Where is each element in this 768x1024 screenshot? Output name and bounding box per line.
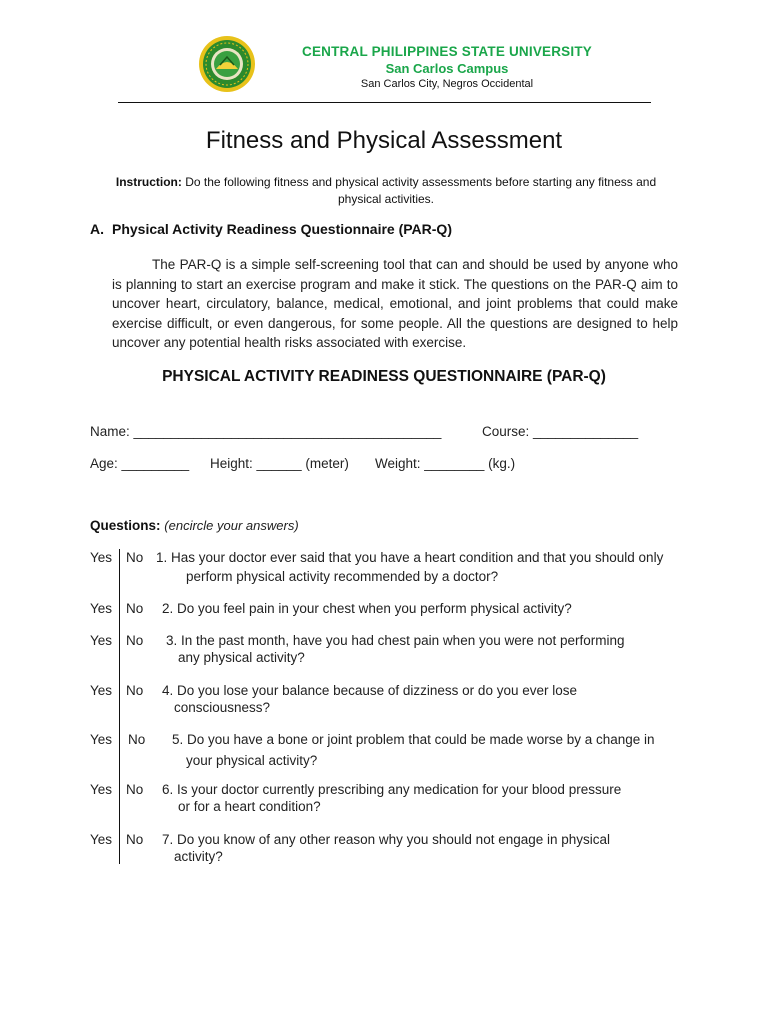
- instruction-text: [96, 174, 676, 208]
- university-name: CENTRAL PHILIPPINES STATE UNIVERSITY: [302, 44, 592, 59]
- questions-heading: [90, 518, 299, 533]
- answer-no[interactable]: No: [126, 782, 144, 797]
- question-text-continued: or for a heart condition?: [178, 799, 321, 814]
- answer-yes[interactable]: Yes: [90, 550, 113, 565]
- intro-paragraph-text: The PAR-Q is a simple self-screening tool that can and should be used by anyone who is planning to start an exercise program and make it stick. The questions on the PAR-Q aim to uncover heart, circulatory, balance, medical, emotional, and joint problems that could make exercise difficult, or even dangerous, for some people. All the questions are designed to help uncover any potential health risks associated with exercise.: [112, 257, 678, 350]
- university-seal-icon: [198, 35, 256, 93]
- instruction-body: Do the following fitness and physical activity assessments before starting any fitness and physical activities.: [181, 175, 657, 206]
- page-title: Fitness and Physical Assessment: [205, 127, 563, 154]
- name-field[interactable]: Name: _________________________________________: [90, 424, 442, 439]
- weight-field[interactable]: Weight: ________ (kg.): [375, 456, 516, 471]
- questions-label: Questions:: [90, 518, 161, 533]
- question-text-continued: perform physical activity recommended by a doctor?: [186, 569, 499, 584]
- answer-no[interactable]: No: [126, 633, 144, 648]
- question-text: 7. Do you know of any other reason why you should not engage in physical: [162, 832, 611, 847]
- course-field[interactable]: Course: ______________: [482, 424, 639, 439]
- answer-yes[interactable]: Yes: [90, 601, 113, 616]
- answer-yes[interactable]: Yes: [90, 732, 113, 747]
- section-a-heading: [90, 221, 452, 237]
- answer-yes[interactable]: Yes: [90, 782, 113, 797]
- answer-no[interactable]: No: [128, 732, 146, 747]
- answer-no[interactable]: No: [126, 683, 144, 698]
- answer-no[interactable]: No: [126, 832, 144, 847]
- campus-city: San Carlos City, Negros Occidental: [360, 78, 534, 90]
- section-letter: A.: [90, 221, 104, 237]
- campus-name: San Carlos Campus: [385, 61, 509, 76]
- parq-title: PHYSICAL ACTIVITY READINESS QUESTIONNAIRE (PAR-Q): [162, 368, 606, 385]
- question-text-continued: activity?: [174, 849, 223, 864]
- intro-paragraph: [112, 255, 678, 353]
- question-text: 5. Do you have a bone or joint problem that could be made worse by a change in: [172, 732, 655, 747]
- question-text: 2. Do you feel pain in your chest when you perform physical activity?: [162, 601, 572, 616]
- answer-yes[interactable]: Yes: [90, 683, 113, 698]
- answer-yes[interactable]: Yes: [90, 633, 113, 648]
- question-text-continued: any physical activity?: [178, 650, 305, 665]
- question-text-continued: consciousness?: [174, 700, 271, 715]
- header-divider: [118, 102, 651, 103]
- questions-note: (encircle your answers): [164, 518, 299, 533]
- answer-no[interactable]: No: [126, 550, 144, 565]
- question-text: 4. Do you lose your balance because of dizziness or do you ever lose: [162, 683, 577, 698]
- question-text-continued: your physical activity?: [186, 753, 318, 768]
- section-heading-text: Physical Activity Readiness Questionnaire (PAR-Q): [112, 221, 452, 237]
- question-text: 6. Is your doctor currently prescribing any medication for your blood pressure: [162, 782, 622, 797]
- yes-no-divider: [119, 549, 120, 864]
- age-field[interactable]: Age: _________: [90, 456, 190, 471]
- height-field[interactable]: Height: ______ (meter): [210, 456, 349, 471]
- question-text: 1. Has your doctor ever said that you have a heart condition and that you should only: [156, 550, 664, 565]
- answer-no[interactable]: No: [126, 601, 144, 616]
- question-text: 3. In the past month, have you had chest pain when you were not performing: [166, 633, 625, 648]
- instruction-label: Instruction:: [115, 175, 182, 189]
- university-header: [262, 44, 632, 90]
- answer-yes[interactable]: Yes: [90, 832, 113, 847]
